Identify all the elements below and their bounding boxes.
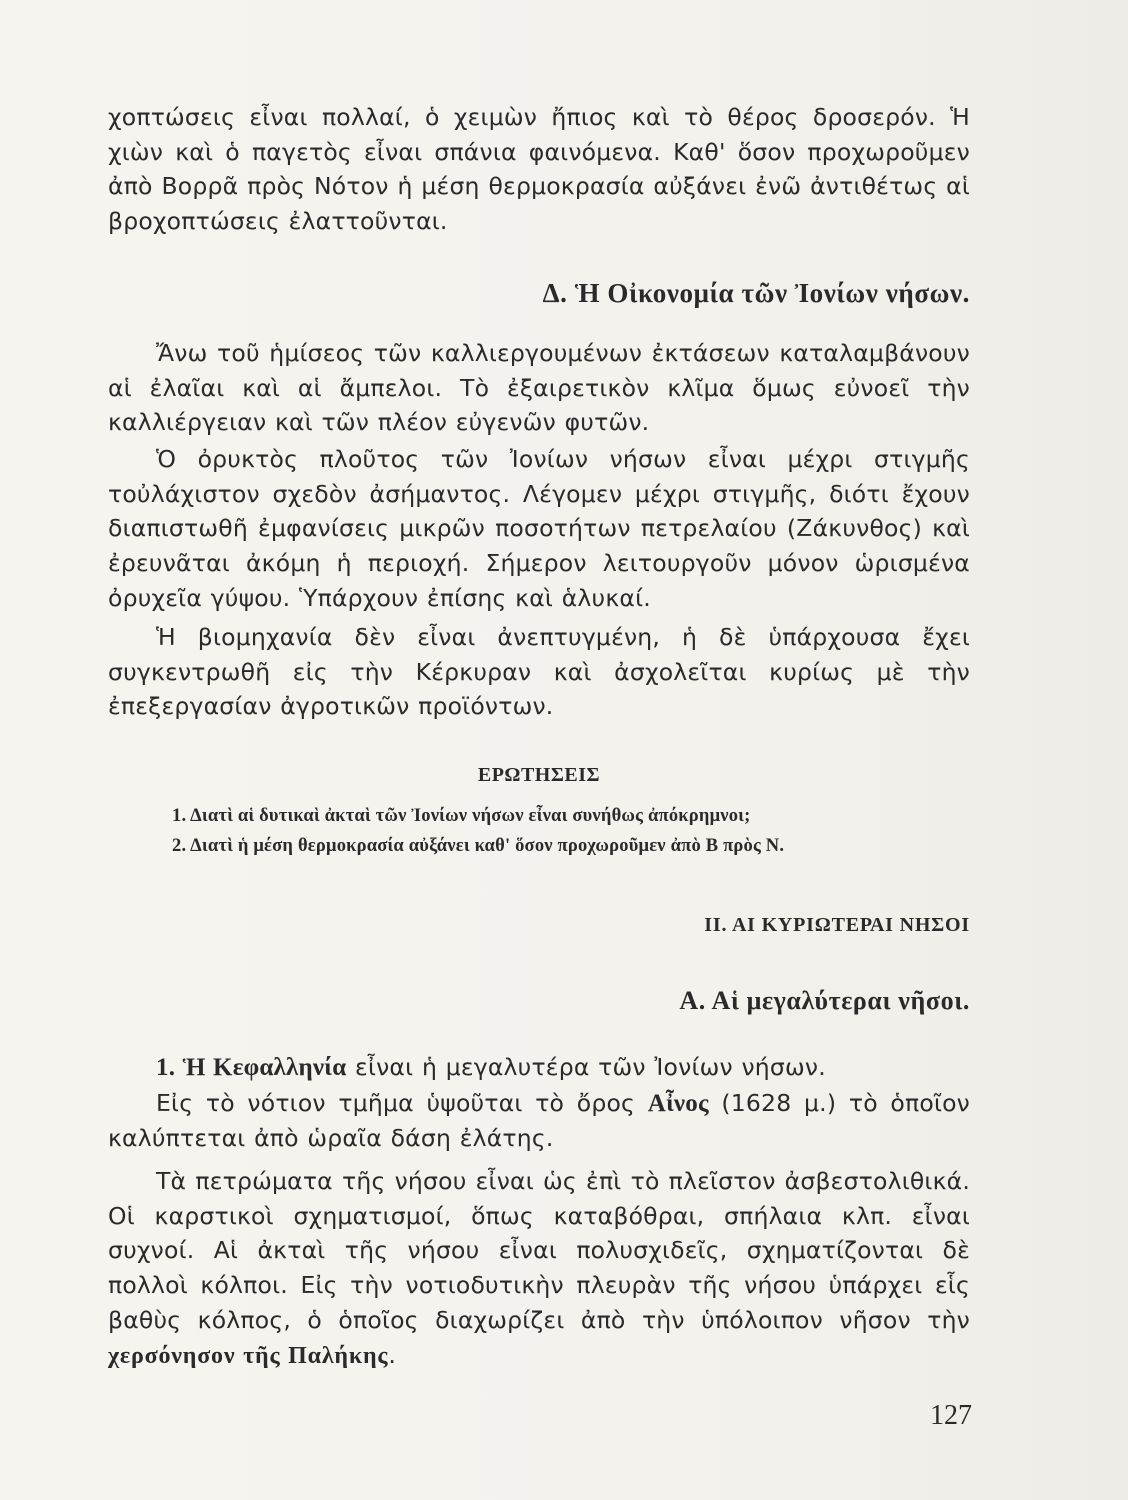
paragraph-rocks: [108, 1164, 970, 1373]
rocks-pre: Τὰ πετρώματα τῆς νήσου εἶναι ὡς ἐπὶ τὸ πλεῖστον ἀσβεστολιθικά. Οἱ καρστικοὶ σχηματισμοί, ὅπως καταβόθραι, σπήλαια κλπ. εἶναι συχνοί. Αἱ ἀκταὶ τῆς νήσου εἶναι πολυσχιδεῖς, σχηματίζονται δὲ πολλοὶ κόλποι. Εἰς τὴν νοτιοδυτικὴν πλευρὰν τῆς νήσου ὑπάρχει εἷς βαθὺς κόλπος, ὁ ὁποῖος διαχωρίζει ἀπὸ τὴν ὑπόλοιπον νῆσον τὴν: [108, 1167, 970, 1334]
paragraph-climate: [108, 100, 970, 239]
paragraph-minerals: [108, 442, 970, 616]
climate-text: χοπτώσεις εἶναι πολλαί, ὁ χειμὼν ἤπιος καὶ τὸ θέρος δροσερόν. Ἡ χιὼν καὶ ὁ παγετὸς εἶναι σπάνια φαινόμενα. Καθ' ὅσον προχωροῦμεν ἀπὸ Βορρᾶ πρὸς Νότον ἡ μέση θερμοκρασία αὐξάνει ἐνῶ ἀντιθέτως αἱ βροχοπτώσεις ἐλαττοῦνται.: [108, 103, 970, 236]
rocks-text: [108, 1164, 970, 1373]
paliki-peninsula: χερσόνησον τῆς Παλήκης: [108, 1342, 389, 1369]
ainos-pre: Εἰς τὸ νότιον τμῆμα ὑψοῦται τὸ ὄρος: [156, 1088, 648, 1117]
question-2: 2. Διατὶ ἡ μέση θερμοκρασία αὐξάνει καθ' ὅσον προχωροῦμεν ἀπὸ Β πρὸς Ν.: [172, 836, 785, 856]
kefallinia-rest: εἶναι ἡ μεγαλυτέρα τῶν Ἰονίων νήσων.: [346, 1053, 826, 1081]
question-1: 1. Διατὶ αἱ δυτικαὶ ἀκταὶ τῶν Ἰονίων νήσων εἶναι συνήθως ἀπόκρημνοι;: [172, 806, 751, 826]
industry-text: Ἡ βιομηχανία δὲν εἶναι ἀνεπτυγμένη, ἡ δὲ ὑπάρχουσα ἔχει συγκεντρωθῆ εἰς τὴν Κέρκυραν καὶ ἀσχολεῖται κυρίως μὲ τὴν ἐπεξεργασίαν ἀγροτικῶν προϊόντων.: [108, 623, 970, 721]
section-subtitle: Α. Αἱ μεγαλύτεραι νῆσοι.: [679, 986, 970, 1015]
heading-economy: Δ. Ἡ Οἰκονομία τῶν Ἰονίων νήσων.: [542, 278, 970, 308]
questions-title: ΕΡΩΤΗΣΕΙΣ: [477, 764, 601, 786]
section-title: ΙΙ. ΑΙ ΚΥΡΙΩΤΕΡΑΙ ΝΗΣΟΙ: [704, 914, 970, 936]
paragraph-kefallinia: [108, 1050, 970, 1156]
kefallinia-text: [108, 1050, 970, 1086]
paragraph-agriculture: [108, 336, 970, 440]
kefallinia-label: 1. Ἡ Κεφαλληνία: [156, 1054, 347, 1081]
paragraph-industry: [108, 620, 970, 724]
rocks-end: .: [388, 1340, 397, 1369]
ainos-text: [108, 1086, 970, 1156]
minerals-text: Ὁ ὀρυκτὸς πλοῦτος τῶν Ἰονίων νήσων εἶναι μέχρι στιγμῆς τοὐλάχιστον σχεδὸν ἀσήμαντος. Λέγομεν μέχρι στιγμῆς, διότι ἔχουν διαπιστωθῆ ἐμφανίσεις μικρῶν ποσοτήτων πετρελαίου (Ζάκυνθος) καὶ ἐρευνᾶται ἀκόμη ἡ περιοχή. Σήμερον λειτουργοῦν μόνον ὡρισμένα ὀρυχεῖα γύψου. Ὑπάρχουν ἐπίσης καὶ ἁλυκαί.: [108, 445, 970, 612]
agriculture-text: Ἄνω τοῦ ἡμίσεος τῶν καλλιεργουμένων ἐκτάσεων καταλαμβάνουν αἱ ἐλαῖαι καὶ αἱ ἄμπελοι. Τὸ ἐξαιρετικὸν κλῖμα ὅμως εὐνοεῖ τὴν καλλιέργειαν καὶ τῶν πλέον εὐγενῶν φυτῶν.: [108, 339, 970, 437]
page-number: 127: [930, 1400, 972, 1431]
ainos-post: (1628 μ.) τὸ ὁποῖον καλύπτεται ἀπὸ ὡραῖα δάση ἐλάτης.: [108, 1088, 970, 1153]
ainos-name: Αἶνος: [647, 1089, 709, 1117]
